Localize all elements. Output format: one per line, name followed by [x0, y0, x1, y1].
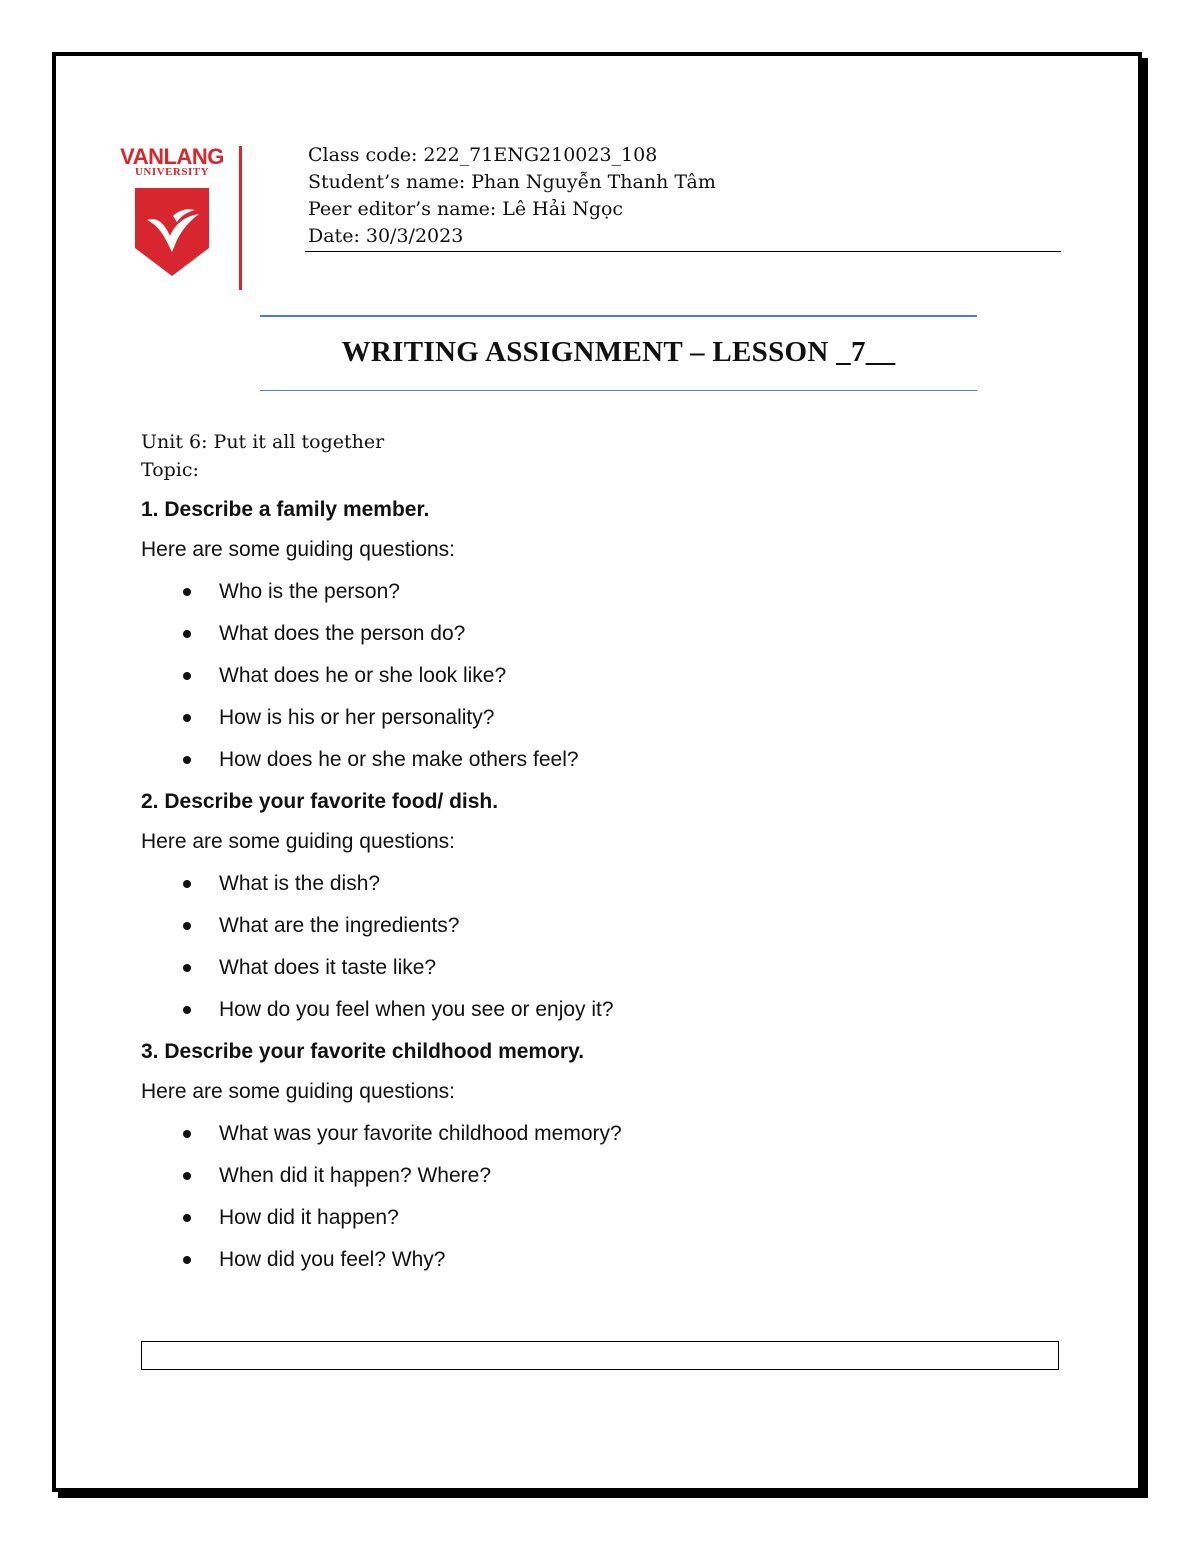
- section-3: [141, 1036, 1041, 1286]
- section-intro: Here are some guiding questions:: [141, 830, 456, 853]
- peer-editor-name: Peer editor’s name: Lê Hải Ngọc: [308, 198, 624, 220]
- date: Date: 30/3/2023: [308, 225, 464, 247]
- bullet-icon: [183, 588, 191, 596]
- logo-divider: [239, 146, 242, 290]
- list-item: What does he or she look like?: [141, 660, 1041, 702]
- list-item: How did you feel? Why?: [141, 1244, 1041, 1286]
- list-item: How does he or she make others feel?: [141, 744, 1041, 786]
- topic-label: Topic:: [141, 459, 199, 481]
- bullet-icon: [183, 1172, 191, 1180]
- bullet-icon: [183, 756, 191, 764]
- list-item: How is his or her personality?: [141, 702, 1041, 744]
- student-name: Student’s name: Phan Nguyễn Thanh Tâm: [308, 171, 716, 193]
- unit-block: [141, 428, 384, 484]
- list-item: When did it happen? Where?: [141, 1160, 1041, 1202]
- logo-name: VANLANG: [120, 144, 224, 169]
- bullet-icon: [183, 630, 191, 638]
- university-logo: [112, 146, 262, 294]
- section-title: 2. Describe your favorite food/ dish.: [141, 790, 499, 813]
- bullet-icon: [183, 1214, 191, 1222]
- bullet-icon: [183, 672, 191, 680]
- list-item: What was your favorite childhood memory?: [141, 1118, 1041, 1160]
- assignment-content: [141, 494, 1041, 1286]
- list-item: What does it taste like?: [141, 952, 1041, 994]
- answer-box[interactable]: [141, 1341, 1059, 1370]
- bullet-icon: [183, 1130, 191, 1138]
- title-rule-top: [260, 315, 977, 317]
- class-code: Class code: 222_71ENG210023_108: [308, 144, 658, 166]
- question-list: [141, 1118, 1041, 1286]
- logo-subtitle: UNIVERSITY: [134, 166, 210, 178]
- header-rule: [305, 251, 1061, 252]
- header-info: [308, 142, 716, 250]
- bullet-icon: [183, 964, 191, 972]
- bullet-icon: [183, 880, 191, 888]
- list-item: What is the dish?: [141, 868, 1041, 910]
- bullet-icon: [183, 922, 191, 930]
- list-item: What does the person do?: [141, 618, 1041, 660]
- section-intro: Here are some guiding questions:: [141, 538, 456, 561]
- section-intro: Here are some guiding questions:: [141, 1080, 456, 1103]
- bullet-icon: [183, 714, 191, 722]
- document-title: WRITING ASSIGNMENT – LESSON _7__: [341, 336, 896, 368]
- bullet-icon: [183, 1006, 191, 1014]
- unit-label: Unit 6: Put it all together: [141, 431, 385, 453]
- title-rule-bottom: [260, 390, 977, 391]
- list-item: How did it happen?: [141, 1202, 1041, 1244]
- section-2: [141, 786, 1041, 1036]
- question-list: [141, 576, 1041, 786]
- shield-emblem-icon: [133, 186, 211, 278]
- bullet-icon: [183, 1256, 191, 1264]
- section-title: 3. Describe your favorite childhood memory.: [141, 1040, 585, 1063]
- list-item: Who is the person?: [141, 576, 1041, 618]
- question-list: [141, 868, 1041, 1036]
- section-title: 1. Describe a family member.: [141, 498, 430, 521]
- list-item: How do you feel when you see or enjoy it?: [141, 994, 1041, 1036]
- list-item: What are the ingredients?: [141, 910, 1041, 952]
- section-1: [141, 494, 1041, 786]
